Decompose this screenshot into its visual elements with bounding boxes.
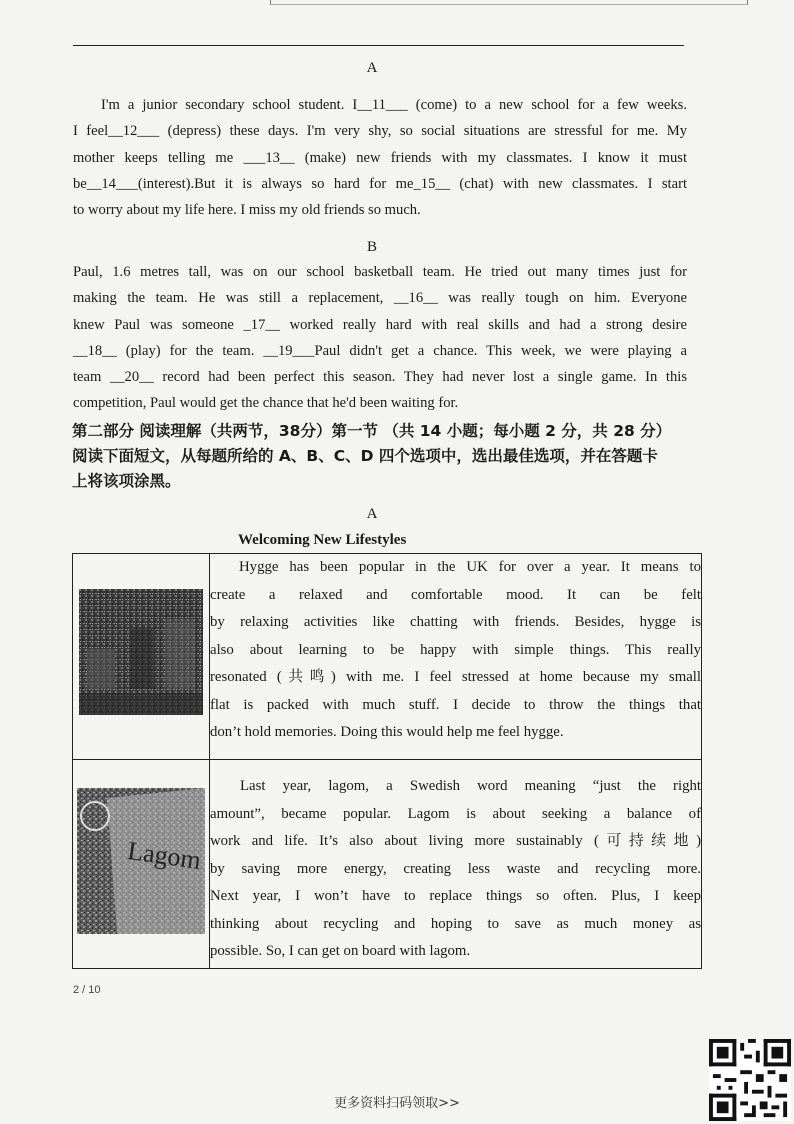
cloze-b-line: __18__ (play) for the team. __19___Paul didn't get a chance. This week, we were playing a [73,342,687,359]
part2-line: 第二部分 阅读理解（共两节，38分）第一节 （共 14 小题；每小题 2 分，共 28 分） [72,422,672,440]
hygge-line: create a relaxed and comfortable mood. It can be felt [210,586,701,603]
table-row [73,760,702,969]
cloze-a-heading: A [366,60,378,76]
footer-promo-text[interactable]: 更多资料扫码领取>> [334,1096,460,1111]
lagom-line: possible. So, I can get on board with lagom. [210,943,471,959]
hygge-text-cell [210,554,702,760]
cloze-b-line: Paul, 1.6 metres tall, was on our school basketball team. He tried out many times just for [73,264,687,280]
top-page-fragment [270,0,748,5]
cloze-b-line: knew Paul was someone _17__ worked really hard with real skills and had a strong desire [73,316,687,333]
cloze-a-line: be__14___(interest).But it is always so hard for me_15__ (chat) with new classmates. I start [73,175,687,192]
page-number: 2 / 10 [73,984,101,996]
lifestyle-table [72,553,702,969]
lagom-line: thinking about recycling and hoping to save as much money as [210,915,701,932]
lagom-line: work and life. It’s also about living more sustainably (可持续地) [210,833,701,849]
cloze-a-passage [73,92,687,223]
lagom-line: by saving more energy, creating less waste and recycling more. [210,860,701,877]
cloze-b-line: team __20__ record had been perfect this season. They had never lost a single game. In this [73,369,687,386]
reading-a-heading: A [366,506,378,522]
image-cell [73,760,210,969]
cloze-b-line: making the team. He was still a replacement, __16__ was really tough on him. Everyone [73,290,687,307]
lagom-line: Next year, I won’t have to replace things so often. Plus, I keep [210,888,701,904]
lagom-photo [77,788,205,934]
lagom-text-cell [210,760,702,969]
image-cell [73,554,210,760]
cloze-a-line: I feel__12___ (depress) these days. I'm very shy, so social situations are stressful for me. My [73,123,687,140]
lagom-line: Last year, lagom, a Swedish word meaning “just the right [240,778,701,794]
cloze-b-line: competition, Paul would get the chance that he'd been waiting for. [73,395,459,412]
cloze-b-heading: B [366,239,377,255]
hygge-line: by relaxing activities like chatting with friends. Besides, hygge is [210,614,701,630]
top-rule [73,45,684,46]
part2-line: 阅读下面短文，从每题所给的 A、B、C、D 四个选项中，选出最佳选项，并在答题卡 [72,447,658,465]
part2-instructions [72,419,702,494]
lagom-photo-text: Lagom [125,836,203,875]
table-row [73,554,702,760]
hygge-line: Hygge has been popular in the UK for over a year. It means to [239,559,701,575]
cloze-a-line: mother keeps telling me ___13__ (make) new friends with my classmates. I know it must [73,149,687,166]
cloze-a-line: to worry about my life here. I miss my old friends so much. [73,202,421,219]
hygge-line: don’t hold memories. Doing this would help me feel hygge. [210,724,564,740]
cloze-a-line: I'm a junior secondary school student. I__11___ (come) to a new school for a few weeks. [101,97,687,113]
part2-line: 上将该项涂黑。 [72,472,181,490]
hygge-line: resonated (共鸣) with me. I feel stressed at home because my small [210,669,701,685]
hygge-line: also about learning to be happy with simple things. This really [210,641,701,658]
lagom-line: amount”, became popular. Lagom is about seeking a balance of [210,805,701,822]
cloze-b-passage [73,259,687,417]
reading-a-title: Welcoming New Lifestyles [238,532,407,548]
hygge-photo [79,589,203,715]
hygge-line: flat is packed with much stuff. I decide to throw the things that [210,696,701,713]
